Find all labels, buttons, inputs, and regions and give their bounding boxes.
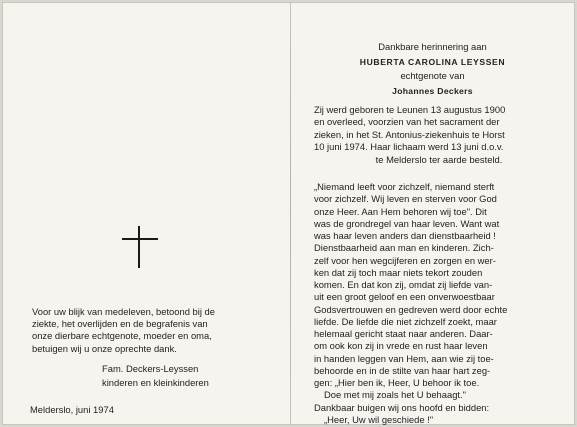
- place-date: Melderslo, juni 1974: [30, 404, 114, 415]
- quote-line: was haar leven anders dan dienstbaarheid !: [314, 230, 496, 241]
- thanks-line: Voor uw blijk van medeleven, betoond bij de: [32, 306, 215, 317]
- quote-line: komen. En dat kon zij, omdat zij liefde van-: [314, 279, 493, 290]
- family-members: kinderen en kleinkinderen: [102, 377, 209, 388]
- thanks-line: betuigen wij u onze oprechte dank.: [32, 342, 177, 354]
- quote-line: liefde. De liefde die niet zichzelf zoekt, maar: [314, 315, 497, 327]
- relation: echtgenote van: [400, 70, 465, 81]
- quote-line: om ook kon zij in vrede en rust haar leven: [314, 340, 488, 352]
- bio-line: te Melderslo ter aarde besteld.: [375, 153, 503, 165]
- quote-line: uit een groot geloof en een onverwoestbaar: [314, 291, 495, 303]
- deceased-name: HUBERTA CAROLINA LEYSSEN: [359, 56, 506, 67]
- cross-icon: [138, 226, 140, 268]
- bio-line: 10 juni 1974. Haar lichaam werd 13 juni d.o.v.: [314, 141, 504, 153]
- thanks-line: ziekte, het overlijden en de begrafenis van: [32, 318, 208, 330]
- quote-line: Dankbaar buigen wij ons hoofd en bidden:: [314, 401, 490, 413]
- bio-line: zieken, in het St. Antonius-ziekenhuis te Horst: [314, 128, 505, 140]
- memorial-heading: [300, 40, 565, 98]
- card-fold: [290, 2, 291, 425]
- heading-intro: Dankbare herinnering aan: [378, 41, 487, 52]
- memorial-card: [2, 2, 575, 425]
- quote-line: behoorde en in de stilte van haar hart zeg-: [314, 364, 491, 376]
- thanks-line: onze dierbare echtgenote, moeder en oma,: [32, 330, 212, 342]
- quote-line: in handen leggen van Hem, aan wie zij toe-: [314, 352, 494, 364]
- quote-line: zelf voor hen wegcijferen en zorgen en wer-: [314, 254, 496, 266]
- bio-line: en overleed, voorzien van het sacrament der: [314, 116, 500, 128]
- thanks-text: [32, 306, 280, 355]
- quote-line: was de grondregel van haar leven. Want wat: [314, 217, 500, 229]
- bio-line: Zij werd geboren te Leunen 13 augustus 1900: [314, 104, 506, 115]
- memorial-quote: [314, 181, 570, 426]
- quote-line: Dienstbaarheid aan man en kinderen. Zich-: [314, 242, 494, 254]
- quote-line: voor zichzelf. Wij leven en sterven voor God: [314, 193, 497, 205]
- quote-line: ken dat zij toch maar niets tekort zouden: [314, 266, 483, 278]
- spouse-name: Johannes Deckers: [392, 85, 473, 96]
- signoff: [102, 362, 209, 390]
- quote-line: „Niemand leeft voor zichzelf, niemand sterft: [314, 181, 495, 192]
- quote-line: helemaal gericht staat naar anderen. Daar-: [314, 328, 493, 339]
- cross-icon-bar: [122, 238, 158, 240]
- family-name: Fam. Deckers-Leyssen: [102, 363, 199, 374]
- quote-line: gen: „Hier ben ik, Heer, U behoor ik toe.: [314, 377, 480, 388]
- quote-line: onze Heer. Aan Hem behoren wij toe". Dit: [314, 205, 487, 217]
- quote-line: Doe met mij zoals het U behaagt.": [324, 389, 466, 401]
- biography: [314, 104, 564, 166]
- quote-line: „Heer, Uw wil geschiede !": [324, 413, 434, 425]
- quote-line: Godsvertrouwen en gedreven werd door echte: [314, 303, 508, 315]
